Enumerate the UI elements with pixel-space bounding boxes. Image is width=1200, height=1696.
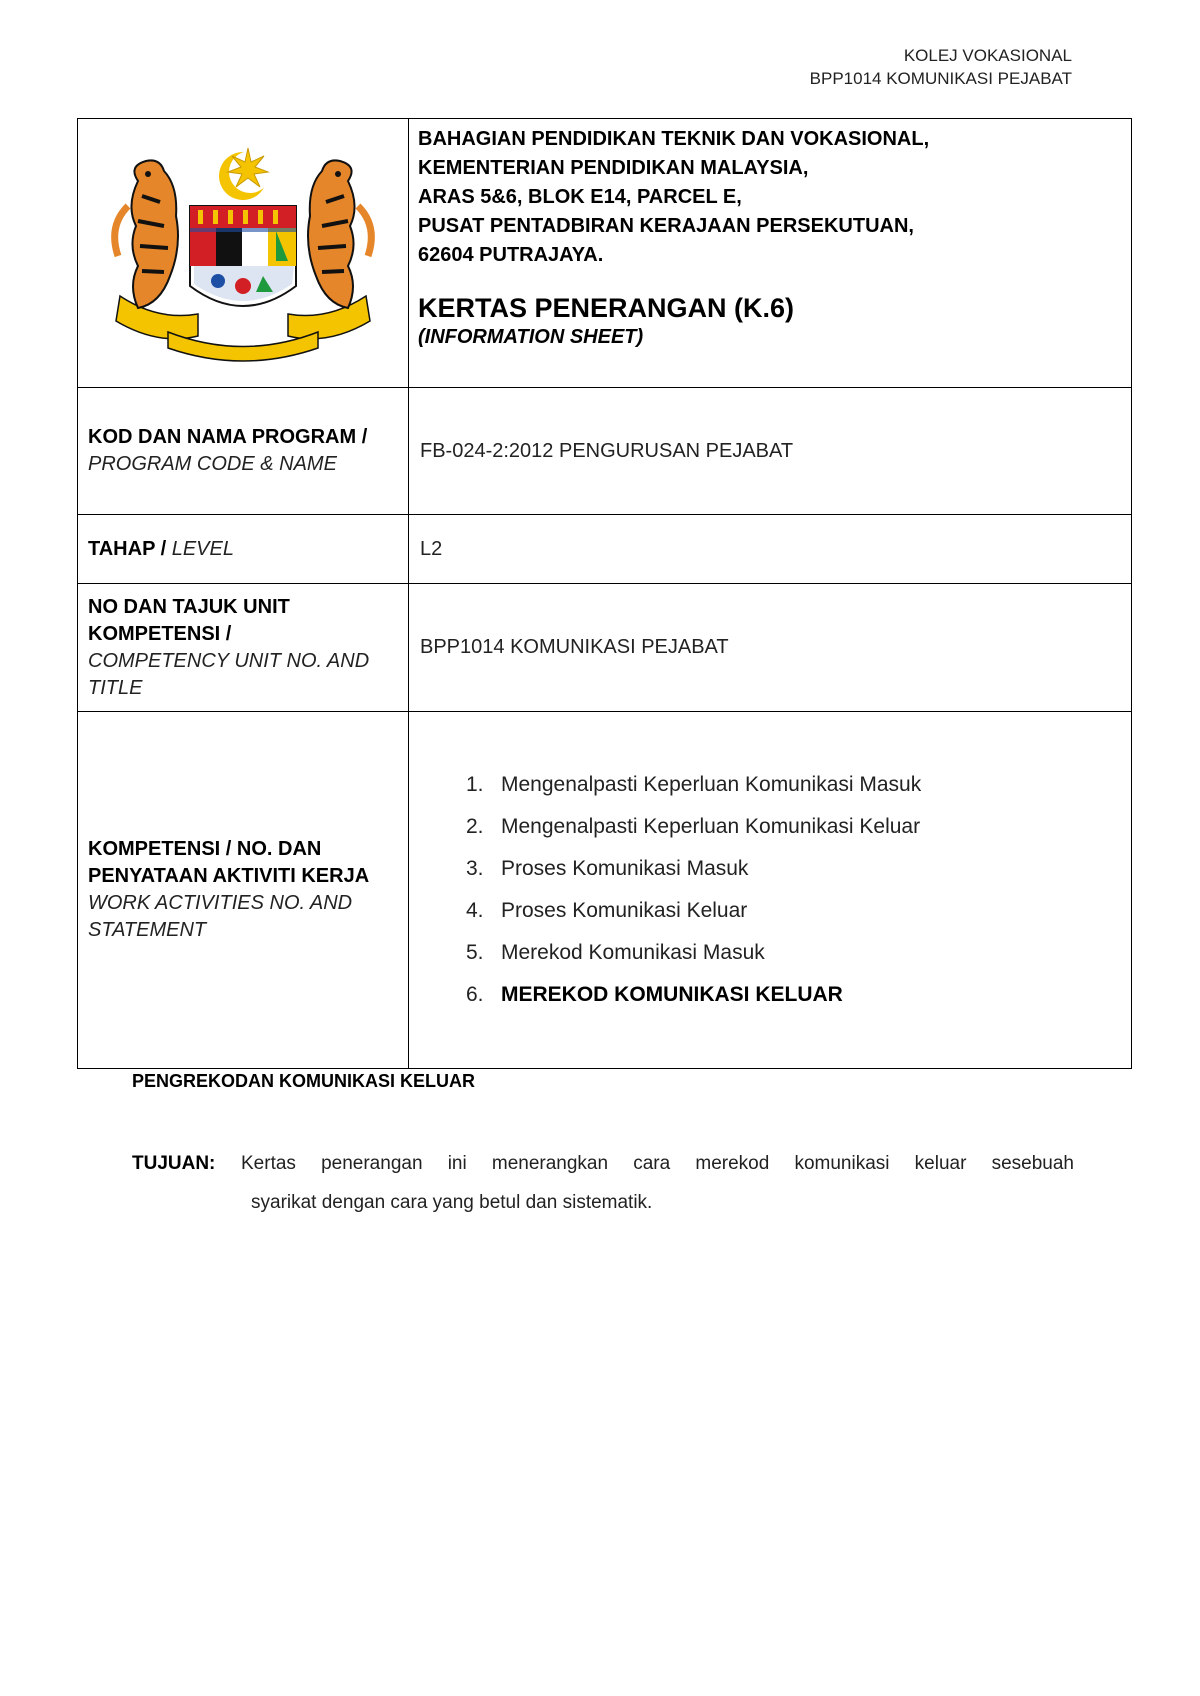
unit-label-italic: COMPETENCY UNIT NO. AND TITLE xyxy=(88,649,370,699)
purpose-text-line-2: syarikat dengan cara yang betul dan sistematik. xyxy=(251,1192,653,1213)
address-line-2: KEMENTERIAN PENDIDIKAN MALAYSIA, xyxy=(418,157,809,179)
activity-number: 6. xyxy=(466,983,484,1006)
activity-item xyxy=(466,932,1120,974)
activity-number: 2. xyxy=(466,815,484,838)
program-label-italic: PROGRAM CODE & NAME xyxy=(88,453,337,475)
address-line-3: ARAS 5&6, BLOK E14, PARCEL E, xyxy=(418,186,742,208)
activity-text: Mengenalpasti Keperluan Komunikasi Keluar xyxy=(501,815,921,838)
level-row xyxy=(78,515,1132,584)
program-row xyxy=(78,388,1132,515)
purpose-text-line-1: Kertas penerangan ini menerangkan cara merekod komunikasi keluar sesebuah xyxy=(241,1153,1074,1174)
activity-number: 1. xyxy=(466,773,484,796)
program-value: FB-024-2:2012 PENGURUSAN PEJABAT xyxy=(409,388,1132,515)
activity-text: Mengenalpasti Keperluan Komunikasi Masuk xyxy=(501,773,922,796)
activity-text: Merekod Komunikasi Masuk xyxy=(501,941,765,964)
malaysia-coat-of-arms-icon xyxy=(98,136,388,366)
activity-number: 5. xyxy=(466,941,484,964)
sheet-title: KERTAS PENERANGAN (K.6) xyxy=(418,293,795,323)
title-info-cell xyxy=(409,119,1132,388)
info-sheet-table xyxy=(77,118,1132,1069)
header-course: BPP1014 KOMUNIKASI PEJABAT xyxy=(809,69,1072,88)
purpose-label: TUJUAN: xyxy=(132,1153,216,1174)
address-line-1: BAHAGIAN PENDIDIKAN TEKNIK DAN VOKASIONAL, xyxy=(418,128,930,150)
activities-label-italic: WORK ACTIVITIES NO. AND STATEMENT xyxy=(88,892,353,941)
program-label-bold: KOD DAN NAMA PROGRAM / xyxy=(88,426,368,448)
activity-list xyxy=(420,764,1120,1016)
activity-text: Proses Komunikasi Keluar xyxy=(501,899,748,922)
activity-item xyxy=(466,848,1120,890)
address-line-4: PUSAT PENTADBIRAN KERAJAAN PERSEKUTUAN, xyxy=(418,215,914,237)
activity-text: Proses Komunikasi Masuk xyxy=(501,857,749,880)
shield-icon xyxy=(190,206,296,306)
activity-number: 4. xyxy=(466,899,484,922)
purpose-paragraph xyxy=(132,1144,1074,1222)
section-heading: PENGREKODAN KOMUNIKASI KELUAR xyxy=(132,1071,476,1091)
activity-item xyxy=(466,890,1120,932)
activities-label xyxy=(78,712,409,1069)
activity-item-current xyxy=(466,974,1120,1016)
page-header xyxy=(810,44,1072,90)
activity-number: 3. xyxy=(466,857,484,880)
address-line-5: 62604 PUTRAJAYA. xyxy=(418,244,604,266)
activity-item xyxy=(466,764,1120,806)
crest-cell xyxy=(78,119,409,388)
level-label-italic: LEVEL xyxy=(171,537,234,560)
title-row xyxy=(78,119,1132,388)
level-label-bold: TAHAP / xyxy=(88,537,167,560)
program-label xyxy=(78,388,409,515)
unit-value: BPP1014 KOMUNIKASI PEJABAT xyxy=(409,584,1132,712)
activity-item xyxy=(466,806,1120,848)
sheet-subtitle: (INFORMATION SHEET) xyxy=(418,326,644,348)
level-label xyxy=(78,515,409,584)
unit-label-bold: NO DAN TAJUK UNIT KOMPETENSI / xyxy=(88,595,290,645)
right-tiger-icon xyxy=(308,160,371,308)
activities-label-bold: KOMPETENSI / NO. DAN PENYATAAN AKTIVITI KERJA xyxy=(88,838,370,887)
activity-text: MEREKOD KOMUNIKASI KELUAR xyxy=(501,983,843,1006)
left-tiger-icon xyxy=(115,160,178,308)
crescent-star-icon xyxy=(219,148,271,200)
level-value: L2 xyxy=(409,515,1132,584)
unit-label xyxy=(78,584,409,712)
activities-row xyxy=(78,712,1132,1069)
activities-value xyxy=(409,712,1132,1069)
unit-row xyxy=(78,584,1132,712)
header-college: KOLEJ VOKASIONAL xyxy=(903,46,1072,65)
